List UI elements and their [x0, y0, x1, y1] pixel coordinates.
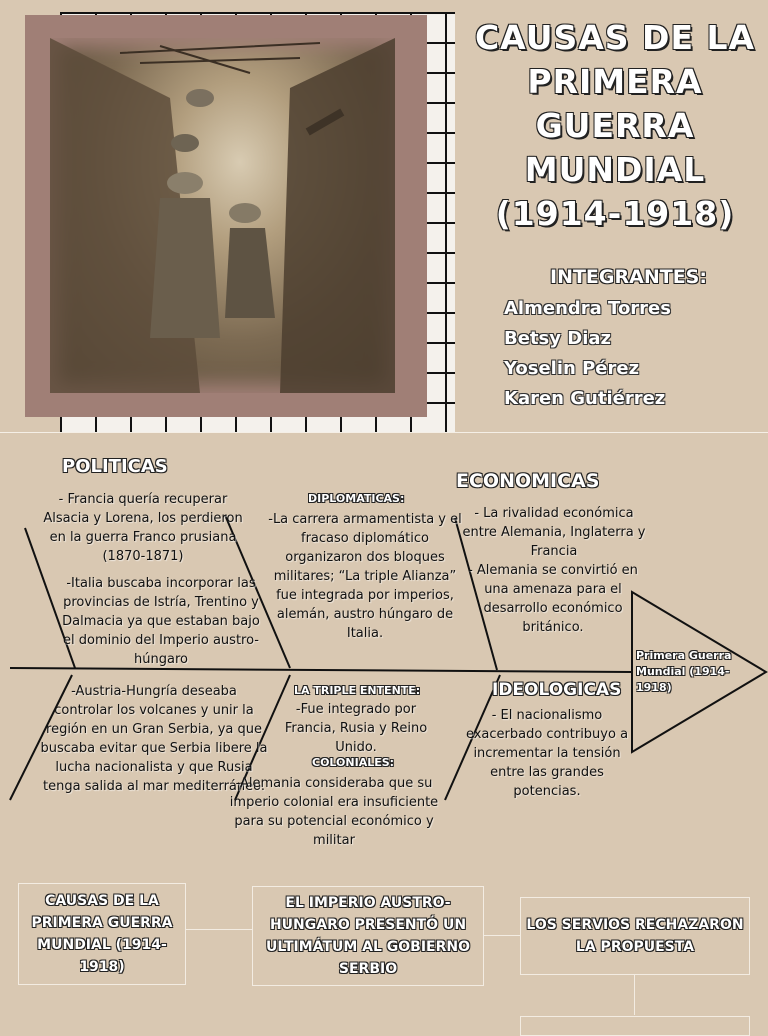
triple-entente-text: -Fue integrado por Francia, Rusia y Reino Unido. [284, 702, 428, 755]
title-line: PRIMERA [527, 62, 703, 101]
coloniales-heading: COLONIALES: [312, 756, 395, 769]
ideologicas-heading: IDEOLOGICAS [492, 680, 622, 700]
member-name: Karen Gutiérrez [504, 388, 666, 409]
member-name: Almendra Torres [504, 298, 671, 319]
economicas-text-2: - Alemania se convirtió en una amenaza para el desarrollo económico británico. [468, 563, 638, 635]
flow-box-rechazo: LOS SERVIOS RECHAZARON LA PROPUESTA [520, 897, 750, 975]
diplomaticas-heading: DIPLOMATICAS: [308, 492, 405, 505]
title-line: GUERRA [535, 106, 695, 145]
politicas-heading: POLITICAS [62, 456, 168, 477]
member-name: Betsy Diaz [504, 328, 611, 349]
integrantes-label: INTEGRANTES: [550, 266, 707, 288]
politicas-text-2: -Italia buscaba incorporar las provincias de Istría, Trentino y Dalmacia ya que estaban bajo el dominio del Imperio austro-húngaro [62, 576, 260, 667]
member-name: Yoselin Pérez [504, 358, 640, 379]
flow-box-causas: CAUSAS DE LA PRIMERA GUERRA MUNDIAL (1914-1918) [18, 883, 186, 985]
flow-connector [634, 975, 635, 1015]
flow-box-next [520, 1016, 750, 1036]
title-line: MUNDIAL [524, 150, 706, 189]
flow-connector [186, 929, 252, 930]
fishbone-head-label: Primera Guerra Mundial (1914-1918) [636, 649, 732, 694]
diplomaticas-text: -La carrera armamentista y el fracaso diplomático organizaron dos bloques militares; “La triple Alianza” fue integrada por imperios, alemán, austro húngaro de Italia. [268, 512, 462, 641]
coloniales-text: -Alemania consideraba que su imperio colonial era insuficiente para su potencial económico y militar [229, 776, 439, 848]
economicas-text-1: - La rivalidad económica entre Alemania, Inglaterra y Francia [462, 506, 646, 559]
ideologicas-text: - El nacionalismo exacerbado contribuyo a incrementar la tensión entre las grandes potencias. [465, 708, 629, 799]
triple-entente-heading: LA TRIPLE ENTENTE: [294, 684, 421, 697]
title-line: (1914-1918) [495, 194, 735, 233]
economicas-heading: ECONOMICAS [456, 470, 600, 492]
title-line: CAUSAS DE LA [474, 18, 756, 57]
politicas-text-1: - Francia quería recuperar Alsacia y Lorena, los perdieron en la guerra Franco prusiana (1870-1871) [43, 492, 243, 564]
politicas-text-3: -Austria-Hungría deseaba controlar los volcanes y unir la región en un Gran Serbia, ya que buscaba evitar que Serbia libere la lucha nacionalista y que Rusia tenga salida al mar mediterráneo. [40, 684, 268, 794]
flow-box-ultimatum: EL IMPERIO AUSTRO-HUNGARO PRESENTÓ UN ULTIMÁTUM AL GOBIERNO SERBIO [252, 886, 484, 986]
flow-connector [484, 935, 520, 936]
